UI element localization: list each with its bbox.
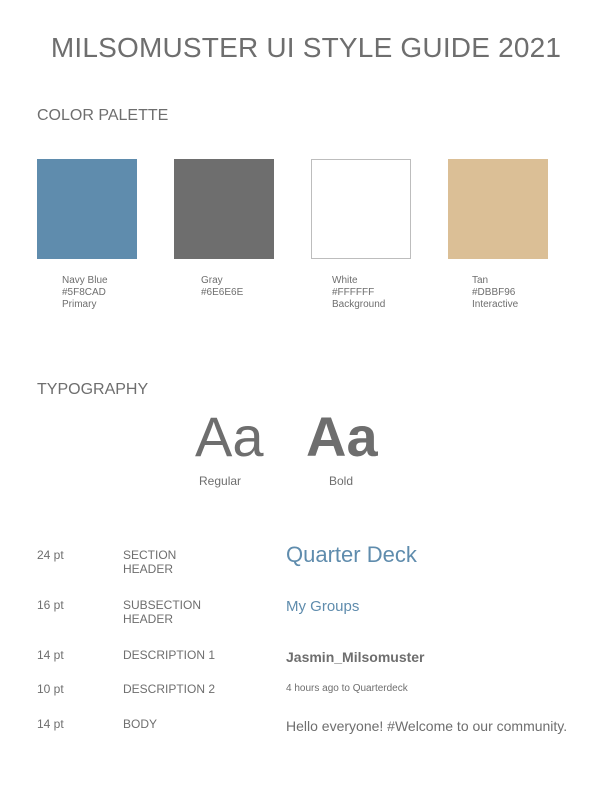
spec-name-line: SUBSECTION (123, 598, 202, 612)
typography-heading: TYPOGRAPHY (37, 381, 149, 398)
swatch-name: Tan (472, 275, 489, 286)
swatch-hex: #FFFFFF (332, 287, 375, 298)
swatch-name: Navy Blue (62, 275, 108, 286)
spec-sample-section-header: Quarter Deck (286, 542, 417, 567)
type-sample-regular: Aa (195, 405, 264, 468)
swatch-role: Interactive (472, 299, 519, 310)
spec-sample-description-1: Jasmin_Milsomuster (286, 649, 425, 665)
swatch-caption-tan (472, 275, 518, 311)
spec-name (123, 548, 176, 576)
spec-sample-description-2: 4 hours ago to Quarterdeck (286, 683, 408, 694)
swatch-role: Primary (62, 299, 97, 310)
spec-name-line: DESCRIPTION 1 (123, 648, 216, 662)
spec-name (123, 648, 215, 662)
swatch-caption-white (332, 275, 385, 311)
spec-name-line: HEADER (123, 612, 174, 626)
swatch-tan (448, 159, 548, 259)
swatch-caption-navy-blue (62, 275, 108, 311)
swatch-hex: #6E6E6E (201, 287, 244, 298)
swatch-caption-gray (201, 275, 243, 299)
swatch-hex: #DBBF96 (472, 287, 516, 298)
swatch-white (311, 159, 411, 259)
page-title: MILSOMUSTER UI STYLE GUIDE 2021 (50, 32, 562, 63)
spec-name-line: HEADER (123, 562, 174, 576)
spec-name (123, 717, 157, 731)
swatch-name: White (332, 275, 358, 286)
spec-sample-body: Hello everyone! #Welcome to our community. (286, 718, 568, 734)
type-sample-bold: Aa (306, 405, 378, 468)
spec-size: 14 pt (37, 717, 64, 731)
spec-size: 24 pt (37, 548, 64, 562)
spec-size: 16 pt (37, 598, 64, 612)
spec-size: 14 pt (37, 648, 64, 662)
spec-name (123, 598, 201, 626)
spec-name-line: SECTION (123, 548, 177, 562)
swatch-gray (174, 159, 274, 259)
spec-size: 10 pt (37, 682, 64, 696)
spec-sample-subsection-header: My Groups (286, 598, 360, 615)
swatch-name: Gray (201, 275, 223, 286)
swatch-navy-blue (37, 159, 137, 259)
spec-name (123, 682, 215, 696)
swatch-hex: #5F8CAD (62, 287, 106, 298)
spec-name-line: BODY (123, 717, 158, 731)
swatch-role: Background (332, 299, 386, 310)
type-caption-bold: Bold (329, 474, 354, 488)
color-palette-heading: COLOR PALETTE (37, 107, 169, 124)
spec-name-line: DESCRIPTION 2 (123, 682, 216, 696)
type-caption-regular: Regular (199, 474, 242, 488)
